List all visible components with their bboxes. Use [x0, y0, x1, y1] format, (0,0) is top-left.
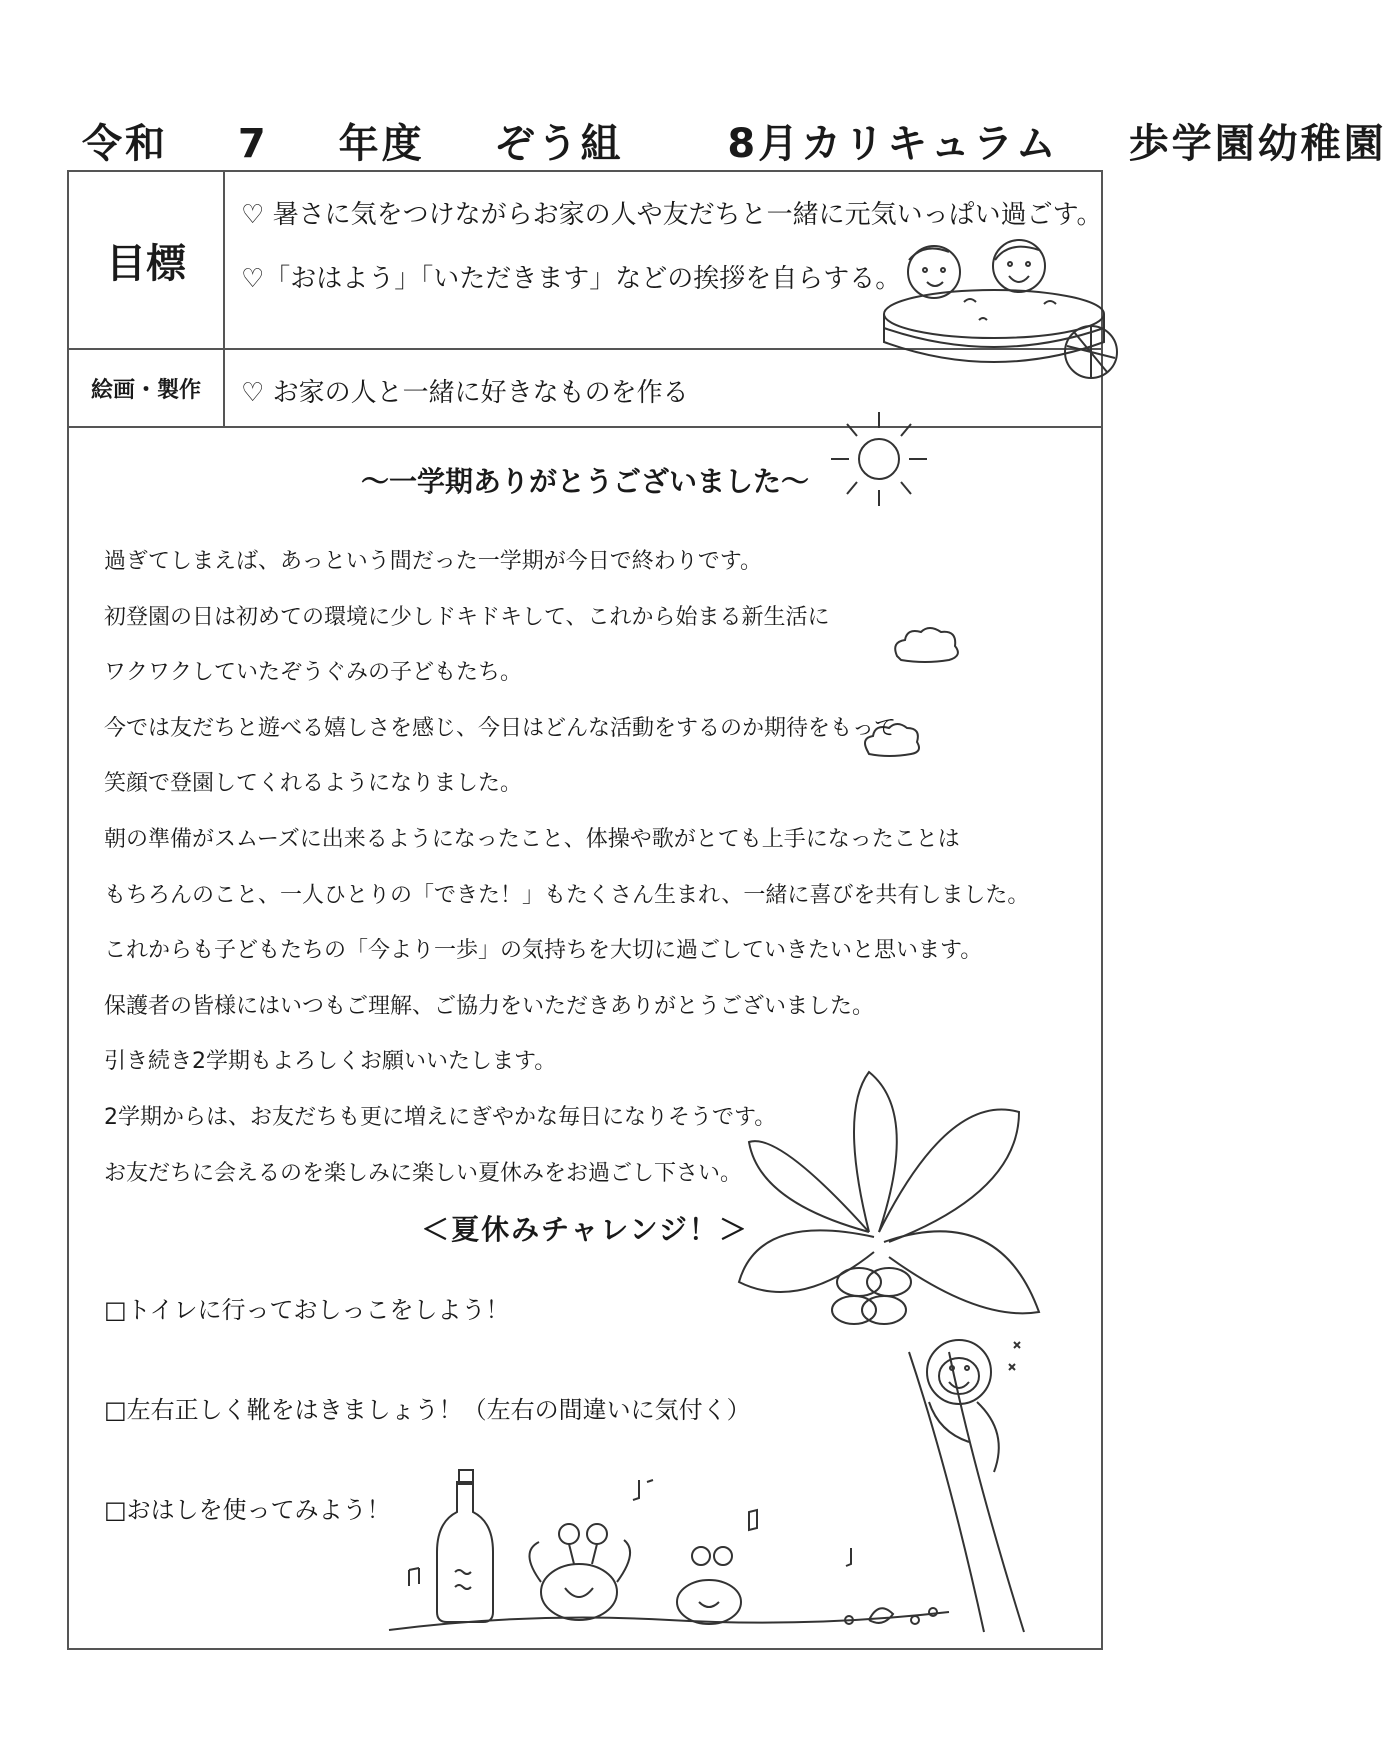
- curriculum-frame: [67, 170, 1103, 1650]
- title-era: 令和: [82, 121, 168, 167]
- greeting-line: 2学期からは、お友だちも更に増えにぎやかな毎日になりそうです。: [104, 1104, 777, 1130]
- challenge-item-1: □トイレに行っておしっこをしよう！: [104, 1296, 510, 1324]
- goal-item-2: ♡「おはよう」「いただきます」などの挨拶を自らする。: [241, 264, 902, 294]
- challenge-item-3: □おはしを使ってみよう！: [104, 1496, 391, 1524]
- beach-illustration: [389, 1452, 949, 1632]
- art-row: [69, 350, 1101, 428]
- greeting-line: 保護者の皆様にはいつもご理解、ご協力をいただきありがとうございました。: [104, 993, 875, 1019]
- page-title: [82, 112, 1387, 169]
- goal-item-1: ♡ 暑さに気をつけながらお家の人や友だちと一緒に元気いっぱい過ごす。: [241, 200, 1103, 230]
- greeting-line: 初登園の日は初めての環境に少しドキドキして、これから始まる新生活に: [104, 604, 830, 630]
- art-label: 絵画・製作: [69, 350, 225, 426]
- art-item: ♡ お家の人と一緒に好きなものを作る: [241, 378, 689, 408]
- goals-label: 目標: [69, 172, 225, 348]
- greeting-line: 今では友だちと遊べる嬉しさを感じ、今日はどんな活動をするのか期待をもって: [104, 715, 897, 741]
- greeting-line: 過ぎてしまえば、あっという間だった一学期が今日で終わりです。: [104, 549, 763, 574]
- greeting-title: ～一学期ありがとうございました～: [360, 465, 809, 498]
- title-school: 歩学園幼稚園: [1128, 121, 1387, 167]
- greeting-line: ワクワクしていたぞうぐみの子どもたち。: [104, 660, 523, 686]
- greeting-line: もちろんのこと、一人ひとりの「できた！」もたくさん生まれ、一緒に喜びを共有しました。: [104, 882, 1030, 908]
- greeting-line: これからも子どもたちの「今より一歩」の気持ちを大切に過ごしていきたいと思います。: [104, 938, 983, 964]
- challenge-item-2: □左右正しく靴をはきましょう！（左右の間違いに気付く）: [104, 1396, 751, 1424]
- title-curriculum: 8月カリキュラム: [727, 121, 1059, 167]
- greeting-line: お友だちに会えるのを楽しみに楽しい夏休みをお過ごし下さい。: [104, 1160, 743, 1186]
- title-class: ぞう組: [494, 121, 624, 167]
- goals-row: [69, 172, 1101, 350]
- greeting-line: 朝の準備がスムーズに出来るようになったこと、体操や歌がとても上手になったことは: [104, 826, 960, 852]
- greeting-line: 笑顔で登園してくれるようになりました。: [104, 771, 523, 797]
- title-year: 7: [237, 121, 269, 167]
- challenge-title: ＜夏休みチャレンジ！＞: [421, 1213, 749, 1246]
- sun-icon: [819, 404, 939, 514]
- greeting-line: 引き続き2学期もよろしくお願いいたします。: [104, 1049, 557, 1075]
- title-nendo: 年度: [338, 121, 425, 167]
